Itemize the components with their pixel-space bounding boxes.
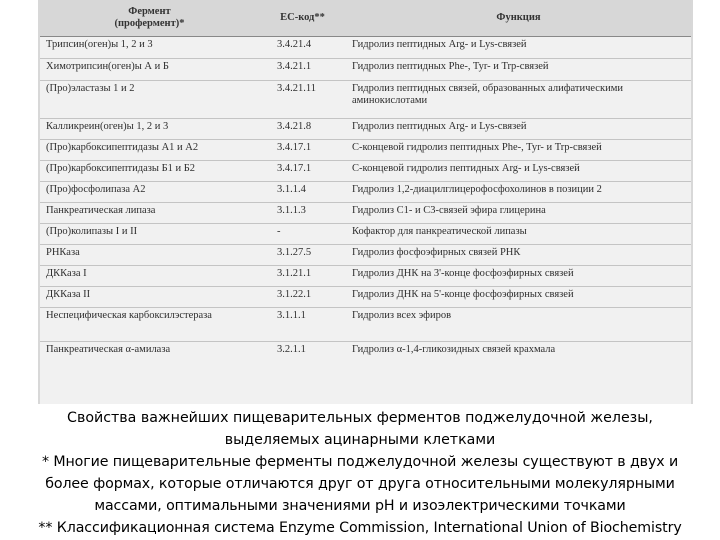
cell-function: Гидролиз пептидных Arg- и Lys-связей	[346, 118, 691, 139]
table-row	[40, 341, 691, 363]
cell-function: Кофактор для панкреатической липазы	[346, 223, 691, 244]
cell-ec-code: 3.1.1.3	[259, 202, 346, 223]
header-enzyme	[40, 0, 259, 36]
cell-enzyme: (Про)эластазы 1 и 2	[40, 80, 259, 118]
cell-function: Гидролиз α-1,4-гликозидных связей крахмала	[352, 343, 556, 355]
footnote-1-line-3: массами, оптимальными значениями pH и изоэлектрическими точками	[94, 498, 626, 514]
cell-ec-code: 3.4.21.1	[259, 58, 346, 80]
table-row	[40, 202, 691, 223]
cell-function: С-концевой гидролиз пептидных Arg- и Lys-связей	[346, 160, 691, 181]
cell-enzyme: ДККаза II	[40, 286, 259, 307]
cell-ec-code: 3.4.17.1	[259, 160, 346, 181]
cell-enzyme: РНКаза	[40, 244, 259, 265]
cell-enzyme: (Про)колипазы I и II	[40, 223, 259, 244]
cell-ec-code: -	[259, 223, 346, 244]
cell-function: Гидролиз ДНК на 3'-конце фосфоэфирных связей	[346, 265, 691, 286]
table-row	[40, 118, 691, 139]
cell-function: Гидролиз пептидных Phe-, Tyr- и Trp-связей	[346, 58, 691, 80]
cell-ec-code: 3.1.22.1	[259, 286, 346, 307]
cell-ec-code: 3.1.21.1	[259, 265, 346, 286]
table-body	[40, 36, 691, 363]
cell-enzyme: Химотрипсин(оген)ы А и Б	[40, 58, 259, 80]
cell-function: Гидролиз С1- и С3-связей эфира глицерина	[346, 202, 691, 223]
enzyme-table	[40, 0, 691, 363]
cell-enzyme: ДККаза I	[40, 265, 259, 286]
table-row	[40, 286, 691, 307]
table-row	[40, 36, 691, 58]
cell-function: Гидролиз ДНК на 5'-конце фосфоэфирных связей	[346, 286, 691, 307]
cell-ec-code: 3.4.21.11	[259, 80, 346, 118]
cell-function: Гидролиз пептидных связей, образованных алифатическими аминокислотами	[346, 80, 691, 118]
caption-title-line-1: Свойства важнейших пищеварительных ферментов поджелудочной железы,	[67, 410, 653, 426]
cell-function: Гидролиз пептидных Arg- и Lys-связей	[346, 36, 691, 58]
footnote-1-line-2: более формах, которые отличаются друг от друга относительными молекулярными	[45, 476, 675, 492]
header-ec-code: EC-код**	[259, 0, 346, 36]
enzyme-table-image	[38, 0, 693, 404]
table-row	[40, 223, 691, 244]
table-row	[40, 181, 691, 202]
footnote-2: ** Классификационная система Enzyme Commission, International Union of Biochemistry	[38, 520, 682, 536]
footnote-1-line-1: * Многие пищеварительные ферменты поджелудочной железы существуют в двух и	[41, 454, 679, 470]
cell-enzyme: (Про)фосфолипаза А2	[40, 181, 259, 202]
table-header-row	[40, 0, 691, 36]
table-row	[40, 307, 691, 341]
cell-enzyme: Трипсин(оген)ы 1, 2 и 3	[40, 36, 259, 58]
header-enzyme-sublabel: (профермент)*	[114, 17, 185, 29]
table-row	[40, 265, 691, 286]
cell-ec-code: 3.4.21.8	[259, 118, 346, 139]
figure-caption	[0, 407, 720, 539]
header-enzyme-label: Фермент	[128, 5, 171, 17]
table-row	[40, 244, 691, 265]
cell-function: С-концевой гидролиз пептидных Phe-, Tyr- и Trp-связей	[346, 139, 691, 160]
cell-ec-code: 3.2.1.1	[277, 343, 306, 355]
cell-ec-code: 3.4.17.1	[259, 139, 346, 160]
table-row	[40, 160, 691, 181]
cell-function: Гидролиз 1,2-диацилглицерофосфохолинов в позиции 2	[346, 181, 691, 202]
table-row	[40, 80, 691, 118]
table-row	[40, 139, 691, 160]
cell-enzyme: (Про)карбоксипептидазы А1 и А2	[40, 139, 259, 160]
header-function: Функция	[346, 0, 691, 36]
cell-ec-code: 3.4.21.4	[259, 36, 346, 58]
cell-enzyme: Панкреатическая липаза	[40, 202, 259, 223]
cell-enzyme: Калликреин(оген)ы 1, 2 и 3	[40, 118, 259, 139]
caption-title-line-2: выделяемых ацинарными клетками	[224, 432, 496, 448]
cell-function: Гидролиз всех эфиров	[346, 307, 691, 341]
cell-enzyme: Панкреатическая α-амилаза	[46, 343, 171, 355]
cell-ec-code: 3.1.27.5	[259, 244, 346, 265]
cell-function: Гидролиз фосфоэфирных связей РНК	[346, 244, 691, 265]
cell-ec-code: 3.1.1.1	[259, 307, 346, 341]
cell-enzyme: Неспецифическая карбоксилэстераза	[40, 307, 259, 341]
cell-enzyme: (Про)карбоксипептидазы Б1 и Б2	[40, 160, 259, 181]
table-row	[40, 58, 691, 80]
cell-ec-code: 3.1.1.4	[259, 181, 346, 202]
